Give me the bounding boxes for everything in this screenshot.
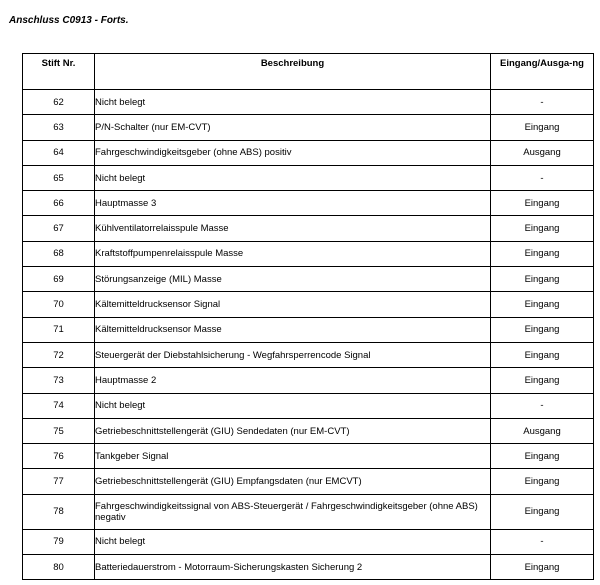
pin-description: Kühlventilatorrelaisspule Masse xyxy=(95,216,491,241)
page-heading: Anschluss C0913 - Forts. xyxy=(9,15,129,26)
table-row xyxy=(23,469,594,494)
pin-description: Fahrgeschwindigkeitssignal von ABS-Steuergerät / Fahrgeschwindigkeitsgeber (ohne ABS) negativ xyxy=(95,494,491,529)
table-row xyxy=(23,140,594,165)
pin-direction: Eingang xyxy=(491,216,594,241)
pin-number: 68 xyxy=(23,241,95,266)
table-header-row xyxy=(23,54,594,90)
pin-direction: - xyxy=(491,165,594,190)
pin-description: P/N-Schalter (nur EM-CVT) xyxy=(95,115,491,140)
pin-description: Hauptmasse 3 xyxy=(95,191,491,216)
pin-number: 65 xyxy=(23,165,95,190)
pin-direction: - xyxy=(491,393,594,418)
pin-description: Nicht belegt xyxy=(95,529,491,554)
pin-number: 72 xyxy=(23,342,95,367)
pin-direction: Eingang xyxy=(491,444,594,469)
pin-description: Störungsanzeige (MIL) Masse xyxy=(95,267,491,292)
table-row xyxy=(23,368,594,393)
pin-number: 80 xyxy=(23,555,95,580)
pin-number: 76 xyxy=(23,444,95,469)
table-row xyxy=(23,267,594,292)
pin-number: 62 xyxy=(23,90,95,115)
pin-direction: Ausgang xyxy=(491,418,594,443)
table-row xyxy=(23,90,594,115)
table-row xyxy=(23,529,594,554)
pin-description: Steuergerät der Diebstahlsicherung - Wegfahrsperrencode Signal xyxy=(95,342,491,367)
pin-direction: - xyxy=(491,529,594,554)
pin-number: 79 xyxy=(23,529,95,554)
table-row xyxy=(23,342,594,367)
pin-direction: Eingang xyxy=(491,342,594,367)
pin-number: 67 xyxy=(23,216,95,241)
pin-direction: Eingang xyxy=(491,494,594,529)
pin-description: Nicht belegt xyxy=(95,165,491,190)
pin-description: Hauptmasse 2 xyxy=(95,368,491,393)
pin-number: 64 xyxy=(23,140,95,165)
pin-direction: Eingang xyxy=(491,292,594,317)
pin-description: Kraftstoffpumpenrelaisspule Masse xyxy=(95,241,491,266)
table-row xyxy=(23,494,594,529)
table-row xyxy=(23,241,594,266)
pin-number: 73 xyxy=(23,368,95,393)
table-row xyxy=(23,444,594,469)
pin-direction: Ausgang xyxy=(491,140,594,165)
pin-description: Nicht belegt xyxy=(95,393,491,418)
header-io: Eingang/Ausga-ng xyxy=(491,54,594,90)
pin-direction: Eingang xyxy=(491,191,594,216)
table-row xyxy=(23,216,594,241)
pin-description: Getriebeschnittstellengerät (GIU) Empfangsdaten (nur EMCVT) xyxy=(95,469,491,494)
pin-description: Tankgeber Signal xyxy=(95,444,491,469)
pin-number: 77 xyxy=(23,469,95,494)
pin-direction: Eingang xyxy=(491,267,594,292)
pin-direction: Eingang xyxy=(491,469,594,494)
header-pin: Stift Nr. xyxy=(23,54,95,90)
pin-description: Getriebeschnittstellengerät (GIU) Sendedaten (nur EM-CVT) xyxy=(95,418,491,443)
table-row xyxy=(23,393,594,418)
table-row xyxy=(23,191,594,216)
table-row xyxy=(23,418,594,443)
pin-direction: Eingang xyxy=(491,555,594,580)
pin-description: Kältemitteldrucksensor Masse xyxy=(95,317,491,342)
pin-description: Batteriedauerstrom - Motorraum-Sicherungskasten Sicherung 2 xyxy=(95,555,491,580)
pin-number: 71 xyxy=(23,317,95,342)
table-row xyxy=(23,115,594,140)
pin-number: 66 xyxy=(23,191,95,216)
pin-description: Fahrgeschwindigkeitsgeber (ohne ABS) positiv xyxy=(95,140,491,165)
pin-direction: Eingang xyxy=(491,115,594,140)
pin-direction: - xyxy=(491,90,594,115)
pin-description: Kältemitteldrucksensor Signal xyxy=(95,292,491,317)
pin-number: 69 xyxy=(23,267,95,292)
pin-number: 70 xyxy=(23,292,95,317)
pin-number: 75 xyxy=(23,418,95,443)
pin-number: 74 xyxy=(23,393,95,418)
table-row xyxy=(23,317,594,342)
table-row xyxy=(23,292,594,317)
table-row xyxy=(23,555,594,580)
pin-direction: Eingang xyxy=(491,317,594,342)
pin-table xyxy=(22,53,594,580)
pin-number: 78 xyxy=(23,494,95,529)
header-description: Beschreibung xyxy=(95,54,491,90)
pin-direction: Eingang xyxy=(491,368,594,393)
pin-description: Nicht belegt xyxy=(95,90,491,115)
pin-direction: Eingang xyxy=(491,241,594,266)
pin-number: 63 xyxy=(23,115,95,140)
table-row xyxy=(23,165,594,190)
